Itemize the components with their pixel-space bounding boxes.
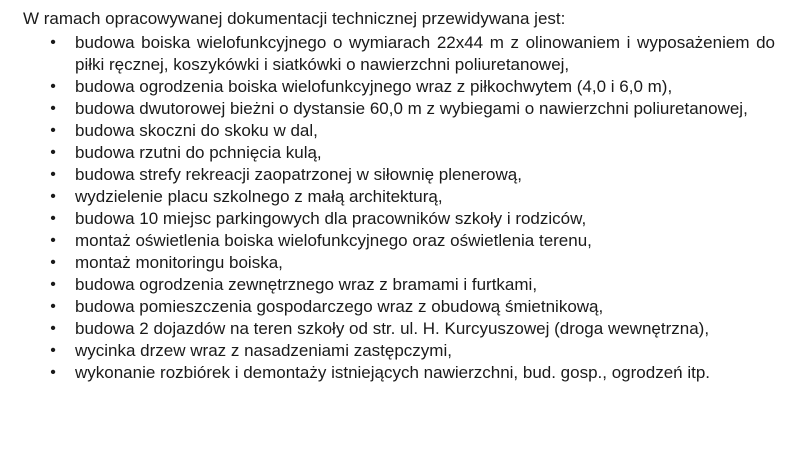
list-item-text: budowa rzutni do pchnięcia kulą, bbox=[75, 143, 322, 162]
list-item-text: wycinka drzew wraz z nasadzeniami zastępczymi, bbox=[75, 341, 452, 360]
bullet-icon: • bbox=[50, 78, 56, 95]
bullet-icon: • bbox=[50, 254, 56, 271]
bullet-icon: • bbox=[50, 122, 56, 139]
bullet-icon: • bbox=[50, 298, 56, 315]
bullet-icon: • bbox=[50, 364, 56, 381]
list-item bbox=[0, 208, 775, 230]
list-item bbox=[0, 164, 775, 186]
bullet-icon: • bbox=[50, 320, 56, 337]
list-item bbox=[0, 142, 775, 164]
list-item bbox=[0, 362, 775, 384]
bullet-icon: • bbox=[50, 276, 56, 293]
intro-paragraph: W ramach opracowywanej dokumentacji technicznej przewidywana jest: bbox=[23, 9, 566, 28]
bullet-icon: • bbox=[50, 34, 56, 51]
list-item bbox=[0, 76, 775, 98]
list-item-text: budowa pomieszczenia gospodarczego wraz z obudową śmietnikową, bbox=[75, 297, 604, 316]
list-item bbox=[0, 120, 775, 142]
list-item bbox=[0, 32, 775, 76]
list-item bbox=[0, 98, 775, 120]
list-item bbox=[0, 186, 775, 208]
list-item bbox=[0, 230, 775, 252]
list-item bbox=[0, 296, 775, 318]
list-item-text: montaż monitoringu boiska, bbox=[75, 253, 283, 272]
bullet-icon: • bbox=[50, 232, 56, 249]
bullet-icon: • bbox=[50, 144, 56, 161]
list-item-text: budowa ogrodzenia zewnętrznego wraz z bramami i furtkami, bbox=[75, 275, 538, 294]
bullet-icon: • bbox=[50, 342, 56, 359]
list-item-text: budowa 2 dojazdów na teren szkoły od str. ul. H. Kurcyuszowej (droga wewnętrzna), bbox=[75, 319, 710, 338]
list-item bbox=[0, 274, 775, 296]
bullet-icon: • bbox=[50, 210, 56, 227]
bullet-icon: • bbox=[50, 100, 56, 117]
list-item-text: wykonanie rozbiórek i demontaży istniejących nawierzchni, bud. gosp., ogrodzeń itp. bbox=[75, 363, 711, 382]
list-item-text: montaż oświetlenia boiska wielofunkcyjnego oraz oświetlenia terenu, bbox=[75, 231, 592, 250]
bullet-icon: • bbox=[50, 166, 56, 183]
list-item-text: budowa 10 miejsc parkingowych dla pracowników szkoły i rodziców, bbox=[75, 209, 587, 228]
list-item-text: budowa strefy rekreacji zaopatrzonej w siłownię plenerową, bbox=[75, 165, 522, 184]
scope-list bbox=[0, 32, 808, 384]
list-item-text: budowa skoczni do skoku w dal, bbox=[75, 121, 318, 140]
list-item-text: budowa boiska wielofunkcyjnego o wymiarach 22x44 m z olinowaniem i wyposażeniem do piłki ręcznej, koszykówki i siatkówki o nawierzchni poliuretanowej, bbox=[75, 33, 775, 74]
list-item-text: wydzielenie placu szkolnego z małą architekturą, bbox=[75, 187, 443, 206]
list-item bbox=[0, 340, 775, 362]
list-item-text: budowa ogrodzenia boiska wielofunkcyjnego wraz z piłkochwytem (4,0 i 6,0 m), bbox=[75, 77, 673, 96]
list-item bbox=[0, 318, 775, 340]
bullet-icon: • bbox=[50, 188, 56, 205]
list-item-text: budowa dwutorowej bieżni o dystansie 60,0 m z wybiegami o nawierzchni poliuretanowej, bbox=[75, 99, 748, 118]
list-item bbox=[0, 252, 775, 274]
